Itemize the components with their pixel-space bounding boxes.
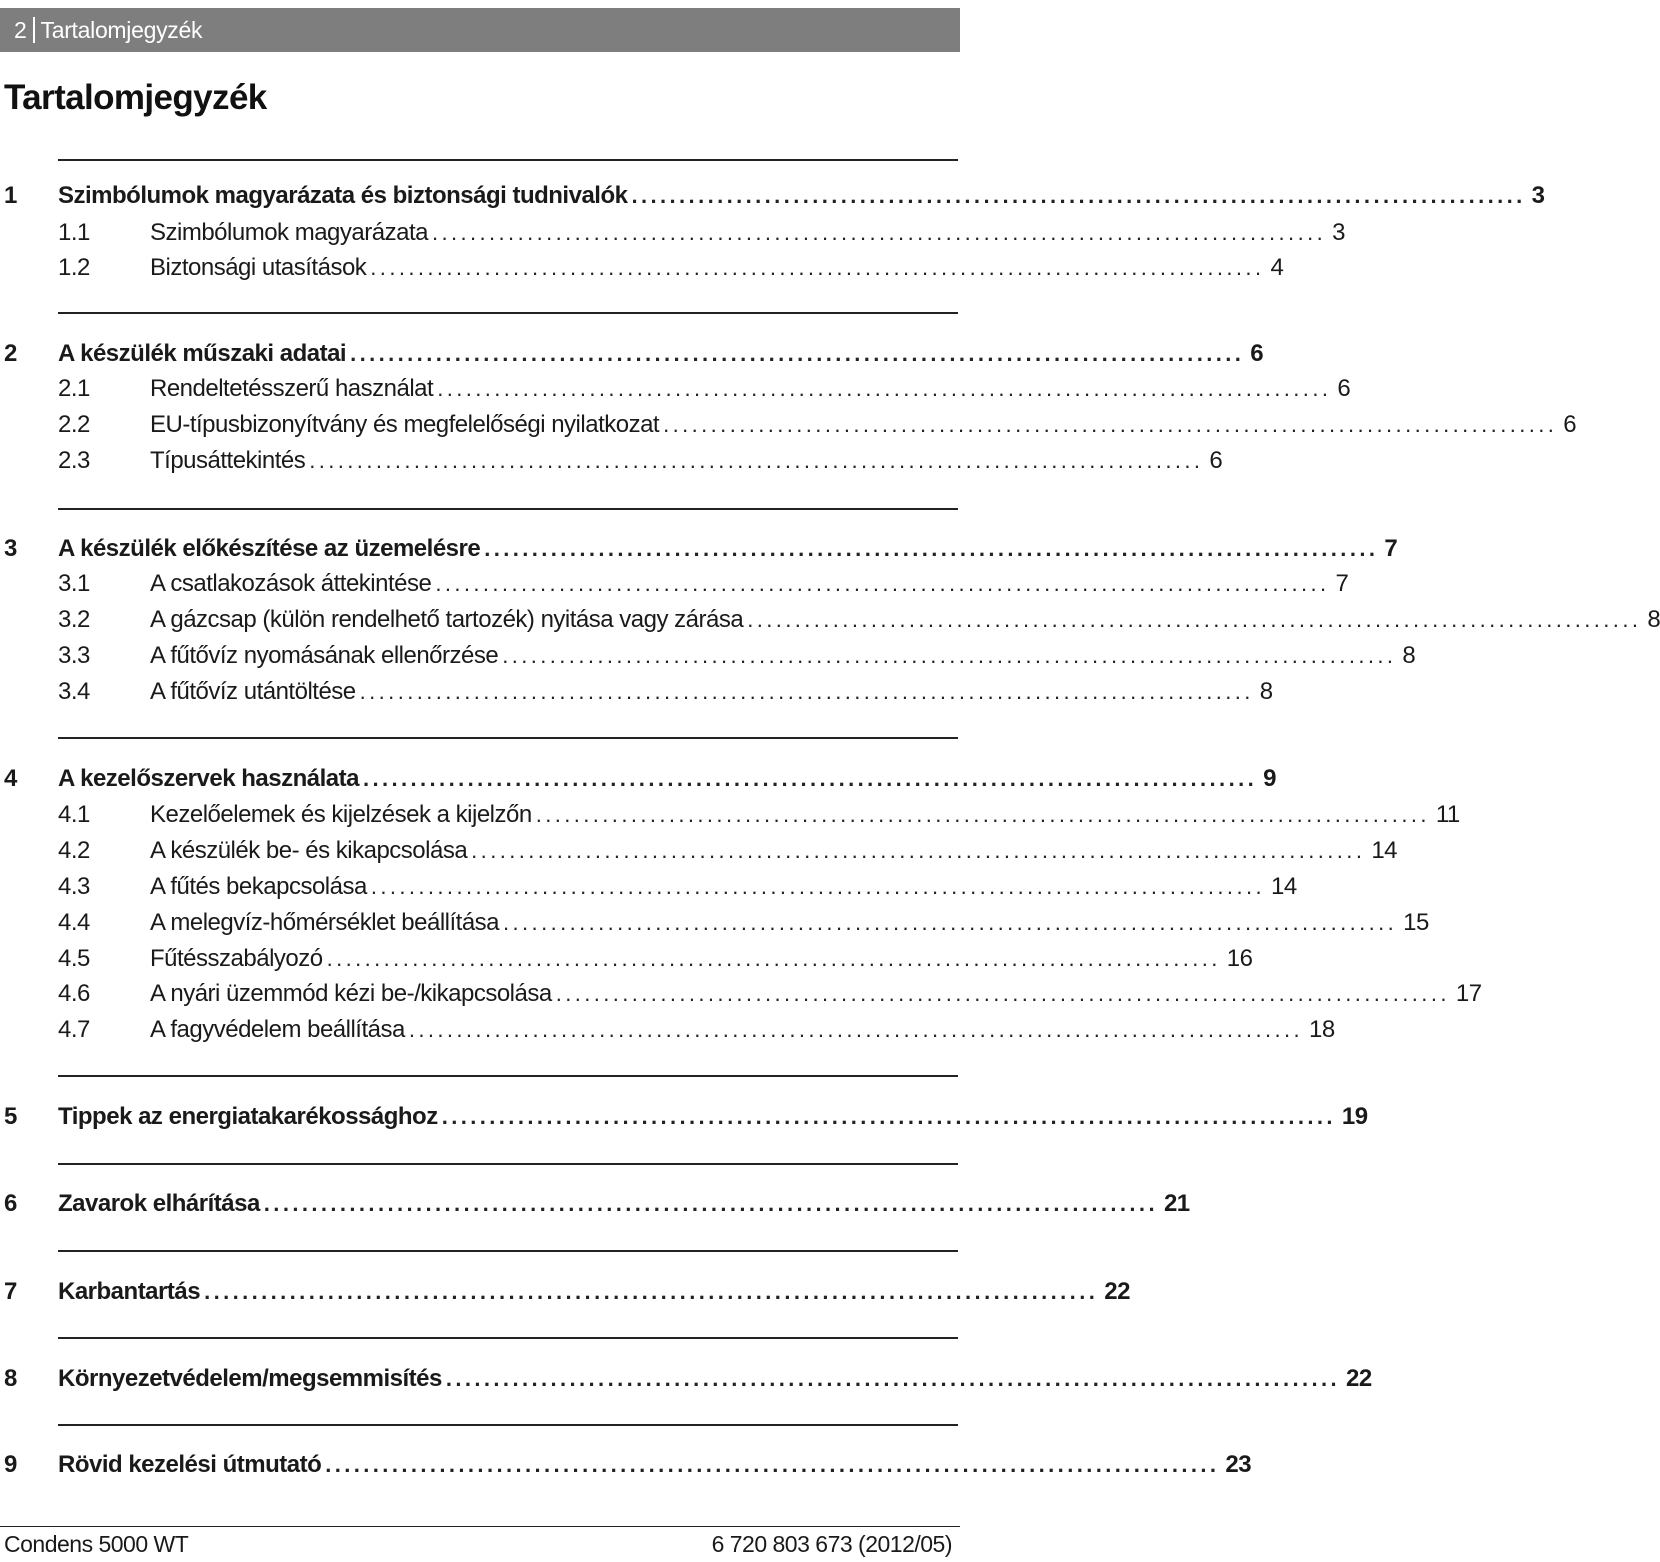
toc-entry[interactable] bbox=[0, 251, 1284, 285]
toc-entry-title: A gázcsap (külön rendelhető tartozék) nyitása vagy zárása bbox=[150, 606, 744, 633]
toc-entry-number: 4.7 bbox=[58, 1016, 90, 1043]
toc-entry-title: A fagyvédelem beállítása bbox=[150, 1016, 405, 1043]
toc-entry-number: 6 bbox=[4, 1190, 17, 1217]
toc-entry-number: 2.1 bbox=[58, 375, 90, 402]
dot-leader: .............................................................................................. bbox=[431, 220, 1327, 245]
dot-leader: .............................................................................................. bbox=[555, 981, 1450, 1006]
toc-entry[interactable] bbox=[0, 1275, 1130, 1309]
dot-leader: .............................................................................................. bbox=[502, 643, 1397, 668]
toc-entry-title: Szimbólumok magyarázata bbox=[150, 219, 428, 246]
section-rule bbox=[58, 508, 958, 510]
dot-leader: .............................................................................................. bbox=[631, 183, 1526, 208]
toc-entry[interactable] bbox=[0, 870, 1297, 904]
toc-entry-title: A csatlakozások áttekintése bbox=[150, 570, 432, 597]
section-rule bbox=[58, 159, 958, 161]
dot-leader: .............................................................................................. bbox=[471, 838, 1366, 863]
toc-entry-title: Szimbólumok magyarázata és biztonsági tudnivalók bbox=[58, 182, 628, 209]
toc-entry-title: A készülék előkészítése az üzemelésre bbox=[58, 535, 481, 562]
page-header bbox=[0, 8, 960, 52]
toc-entry[interactable] bbox=[0, 1013, 1335, 1047]
toc-entry-page: 14 bbox=[1371, 837, 1398, 864]
dot-leader: .............................................................................................. bbox=[441, 1104, 1336, 1129]
toc-entry-title: Rövid kezelési útmutató bbox=[58, 1451, 322, 1478]
toc-entry-title: A fűtővíz utántöltése bbox=[150, 678, 356, 705]
toc-entry-page: 6 bbox=[1337, 375, 1351, 402]
toc-entry-title: Rendeltetésszerű használat bbox=[150, 375, 434, 402]
toc-entry-number: 9 bbox=[4, 1451, 17, 1478]
section-rule bbox=[58, 312, 958, 314]
toc-entry[interactable] bbox=[0, 179, 1545, 213]
toc-entry-page: 15 bbox=[1403, 909, 1429, 936]
toc-entry-title: A melegvíz-hőmérséklet beállítása bbox=[150, 909, 500, 936]
toc-entry-title: EU-típusbizonyítvány és megfelelőségi nyilatkozat bbox=[150, 411, 660, 438]
toc-entry[interactable] bbox=[0, 1100, 1368, 1134]
toc-entry[interactable] bbox=[0, 1448, 1252, 1482]
toc-entry-title: A kezelőszervek használata bbox=[58, 765, 359, 792]
toc-entry-page: 8 bbox=[1647, 606, 1660, 633]
toc-entry-number: 2.3 bbox=[58, 447, 90, 474]
toc-entry-number: 3.3 bbox=[58, 642, 90, 669]
dot-leader: .............................................................................................. bbox=[362, 766, 1258, 791]
toc-entry-page: 6 bbox=[1209, 447, 1223, 474]
toc-entry-number: 4.5 bbox=[58, 945, 90, 972]
dot-leader: .............................................................................................. bbox=[359, 679, 1254, 704]
toc-entry[interactable] bbox=[0, 216, 1345, 250]
toc-entry-title: A készülék be- és kikapcsolása bbox=[150, 837, 468, 864]
toc-entry[interactable] bbox=[0, 408, 1577, 442]
footer-product-name: Condens 5000 WT bbox=[4, 1531, 189, 1557]
dot-leader: .............................................................................................. bbox=[370, 874, 1265, 899]
toc-entry-number: 2.2 bbox=[58, 411, 90, 438]
toc-entry-number: 4.2 bbox=[58, 837, 90, 864]
toc-entry-page: 11 bbox=[1435, 801, 1460, 828]
dot-leader: .............................................................................................. bbox=[350, 341, 1245, 366]
toc-entry-title: Környezetvédelem/megsemmisítés bbox=[58, 1365, 442, 1392]
footer-document-number: 6 720 803 673 (2012/05) bbox=[711, 1531, 952, 1557]
section-rule bbox=[58, 1163, 958, 1165]
toc-entry-page: 6 bbox=[1250, 340, 1264, 367]
toc-entry-page: 17 bbox=[1455, 980, 1482, 1007]
toc-entry-page: 7 bbox=[1335, 570, 1349, 597]
toc-entry-number: 3.1 bbox=[58, 570, 90, 597]
toc-entry[interactable] bbox=[0, 798, 1460, 832]
toc-entry-number: 3.2 bbox=[58, 606, 90, 633]
dot-leader: .............................................................................................. bbox=[535, 802, 1430, 827]
toc-entry[interactable] bbox=[0, 603, 1660, 637]
toc-entry[interactable] bbox=[0, 942, 1253, 976]
toc-entry-page: 16 bbox=[1226, 945, 1253, 972]
toc-entry-page: 4 bbox=[1270, 254, 1284, 281]
toc-entry-number: 4.3 bbox=[58, 873, 90, 900]
toc-entry[interactable] bbox=[0, 567, 1349, 601]
toc-entry[interactable] bbox=[0, 639, 1416, 673]
toc-entry-number: 3 bbox=[4, 535, 17, 562]
dot-leader: .............................................................................................. bbox=[437, 376, 1332, 401]
toc-entry[interactable] bbox=[0, 444, 1223, 478]
header-separator bbox=[33, 17, 35, 43]
toc-entry-number: 3.4 bbox=[58, 678, 90, 705]
toc-entry-page: 6 bbox=[1563, 411, 1577, 438]
section-rule bbox=[58, 1250, 958, 1252]
dot-leader: .............................................................................................. bbox=[263, 1191, 1158, 1216]
toc-entry[interactable] bbox=[0, 372, 1351, 406]
toc-entry-page: 22 bbox=[1346, 1365, 1372, 1392]
toc-entry-number: 4.6 bbox=[58, 980, 90, 1007]
toc-entry-page: 7 bbox=[1384, 535, 1398, 562]
dot-leader: .............................................................................................. bbox=[435, 571, 1330, 596]
toc-entry[interactable] bbox=[0, 906, 1429, 940]
toc-entry[interactable] bbox=[0, 1187, 1190, 1221]
toc-entry-page: 18 bbox=[1309, 1016, 1335, 1043]
dot-leader: .............................................................................................. bbox=[326, 946, 1221, 971]
toc-entry-title: A fűtés bekapcsolása bbox=[150, 873, 367, 900]
section-rule bbox=[58, 737, 958, 739]
dot-leader: .............................................................................................. bbox=[445, 1366, 1341, 1391]
toc-entry-title: A készülék műszaki adatai bbox=[58, 340, 347, 367]
toc-entry-page: 3 bbox=[1332, 219, 1345, 246]
dot-leader: .............................................................................................. bbox=[204, 1279, 1099, 1304]
toc-entry-title: Karbantartás bbox=[58, 1278, 201, 1305]
toc-entry-page: 3 bbox=[1531, 182, 1545, 209]
header-section-title: Tartalomjegyzék bbox=[40, 17, 203, 43]
toc-entry-page: 14 bbox=[1270, 873, 1297, 900]
toc-entry-number: 5 bbox=[4, 1103, 17, 1130]
page-number: 2 bbox=[14, 17, 27, 43]
dot-leader: .............................................................................................. bbox=[747, 607, 1642, 632]
dot-leader: .............................................................................................. bbox=[503, 910, 1398, 935]
dot-leader: .............................................................................................. bbox=[325, 1452, 1220, 1477]
toc-entry-number: 7 bbox=[4, 1278, 17, 1305]
toc-entry-number: 4 bbox=[4, 765, 17, 792]
dot-leader: .............................................................................................. bbox=[484, 536, 1379, 561]
toc-entry-number: 1.2 bbox=[58, 254, 90, 281]
toc-entry-title: Tippek az energiatakarékossághoz bbox=[58, 1103, 438, 1130]
toc-entry-page: 21 bbox=[1163, 1190, 1190, 1217]
toc-entry[interactable] bbox=[0, 762, 1276, 796]
toc-entry-title: Kezelőelemek és kijelzések a kijelzőn bbox=[150, 801, 532, 828]
dot-leader: .............................................................................................. bbox=[663, 412, 1558, 437]
toc-entry[interactable] bbox=[0, 337, 1264, 371]
toc-entry-number: 1.1 bbox=[58, 219, 90, 246]
toc-entry-number: 1 bbox=[4, 182, 17, 209]
toc-entry-title: Zavarok elhárítása bbox=[58, 1190, 260, 1217]
toc-entry[interactable] bbox=[0, 532, 1398, 566]
toc-entry-title: Fűtésszabályozó bbox=[150, 945, 323, 972]
toc-entry-page: 9 bbox=[1263, 765, 1276, 792]
toc-entry[interactable] bbox=[0, 675, 1273, 709]
footer-rule bbox=[0, 1526, 960, 1527]
toc-entry-title: Biztonsági utasítások bbox=[150, 254, 367, 281]
toc-entry-page: 8 bbox=[1259, 678, 1273, 705]
toc-entry-page: 19 bbox=[1341, 1103, 1368, 1130]
toc-entry-title: A nyári üzemmód kézi be-/kikapcsolása bbox=[150, 980, 552, 1007]
toc-entry-number: 8 bbox=[4, 1365, 17, 1392]
toc-entry-title: Típusáttekintés bbox=[150, 447, 306, 474]
dot-leader: .............................................................................................. bbox=[408, 1017, 1303, 1042]
section-rule bbox=[58, 1424, 958, 1426]
toc-entry-title: A fűtővíz nyomásának ellenőrzése bbox=[150, 642, 499, 669]
section-rule bbox=[58, 1337, 958, 1339]
toc-entry[interactable] bbox=[0, 977, 1482, 1011]
toc-entry-page: 22 bbox=[1104, 1278, 1130, 1305]
toc-entry-page: 8 bbox=[1402, 642, 1416, 669]
toc-entry[interactable] bbox=[0, 1362, 1372, 1396]
toc-entry-number: 4.1 bbox=[58, 801, 90, 828]
toc-entry-number: 2 bbox=[4, 340, 17, 367]
dot-leader: .............................................................................................. bbox=[309, 448, 1204, 473]
toc-entry-page: 23 bbox=[1225, 1451, 1252, 1478]
section-rule bbox=[58, 1075, 958, 1077]
dot-leader: .............................................................................................. bbox=[370, 255, 1265, 280]
document-title: Tartalomjegyzék bbox=[4, 78, 267, 117]
toc-entry-number: 4.4 bbox=[58, 909, 90, 936]
toc-entry[interactable] bbox=[0, 834, 1398, 868]
